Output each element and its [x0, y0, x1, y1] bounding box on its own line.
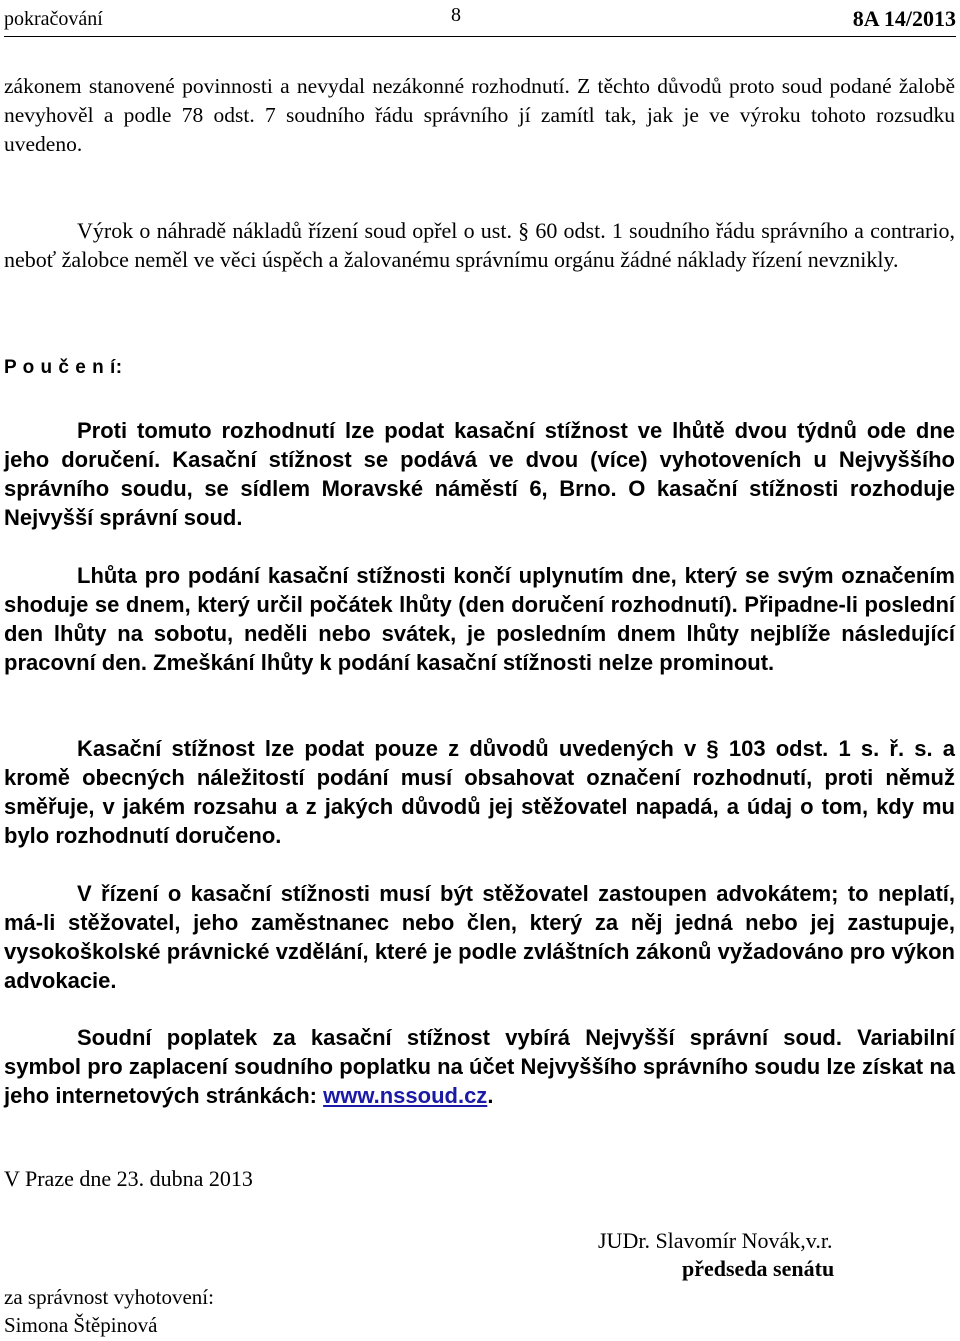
page-number: 8 [451, 4, 461, 26]
paragraph-representation [4, 879, 955, 995]
case-number: 8A 14/2013 [852, 6, 956, 31]
copy-certification-label: za správnost vyhotovení: [4, 1285, 214, 1309]
paragraph-representation-text: V řízení o kasační stížnosti musí být stěžovatel zastoupen advokátem; to neplatí, má-li stěžovatel, jeho zaměstnanec nebo člen, který za něj jedná nebo jej zastupuje, vysokoškolské právnické vzdělání, které je podle zvláštních zákonů vyžadováno pro výkon advokacie. [4, 881, 955, 993]
judge-name: JUDr. Slavomír Novák,v.r. [598, 1228, 833, 1253]
paragraph-grounds [4, 734, 955, 850]
paragraph-costs-text: Výrok o náhradě nákladů řízení soud opřel o ust. § 60 odst. 1 soudního řádu správního a contrario, neboť žalobce neměl ve věci úspěch a žalovanému správnímu orgánu žádné náklady řízení nevznikly. [4, 218, 955, 272]
paragraph-deadline-text: Lhůta pro podání kasační stížnosti končí uplynutím dne, který se svým označením shoduje se dnem, který určil počátek lhůty (den doručení rozhodnutí). Připadne-li poslední den lhůty na sobotu, neděli nebo svátek, je posledním dnem lhůty nejblíže následující pracovní den. Zmeškání lhůty k podání kasační stížnosti nelze prominout. [4, 563, 955, 675]
continuation-label: pokračování [4, 8, 103, 30]
nssoud-link[interactable]: www.nssoud.cz [323, 1083, 488, 1108]
paragraph-costs [4, 216, 955, 274]
paragraph-grounds-text: Kasační stížnost lze podat pouze z důvodů uvedených v § 103 odst. 1 s. ř. s. a kromě obecných náležitostí podání musí obsahovat označení rozhodnutí, proti němuž směřuje, v jakém rozsahu a z jakých důvodů jej stěžovatel napadá, a údaj o tom, kdy mu bylo rozhodnutí doručeno. [4, 736, 955, 848]
paragraph-court-fee-end: . [487, 1083, 494, 1108]
paragraph-deadline [4, 561, 955, 677]
paragraph-court-fee-text: Soudní poplatek za kasační stížnost vybírá Nejvyšší správní soud. Variabilní symbol pro zaplacení soudního poplatku na účet Nejvyššího správního soudu lze získat na jeho internetových stránkách: [4, 1025, 955, 1108]
instruction-heading: P o u č e n í: [4, 357, 123, 378]
paragraph-reasoning-end: zákonem stanovené povinnosti a nevydal nezákonné rozhodnutí. Z těchto důvodů proto soud podané žalobě nevyhověl a podle 78 odst. 7 soudního řádu správního jí zamítl tak, jak je ve výroku tohoto rozsudku uvedeno. [4, 74, 955, 156]
paragraph-cassation-appeal-text: Proti tomuto rozhodnutí lze podat kasační stížnost ve lhůtě dvou týdnů ode dne jeho doručení. Kasační stížnost se podává ve dvou (více) vyhotoveních u Nejvyššího správního soudu, se sídlem Moravské náměstí 6, Brno. O kasační stížnosti rozhoduje Nejvyšší správní soud. [4, 418, 955, 530]
paragraph-court-fee [4, 1023, 955, 1110]
paragraph-cassation-appeal [4, 416, 955, 532]
judge-role: předseda senátu [682, 1256, 835, 1281]
copy-certifier-name: Simona Štěpinová [4, 1313, 158, 1337]
page-header [4, 4, 956, 34]
issue-date: V Praze dne 23. dubna 2013 [4, 1166, 253, 1191]
header-divider [4, 36, 956, 37]
